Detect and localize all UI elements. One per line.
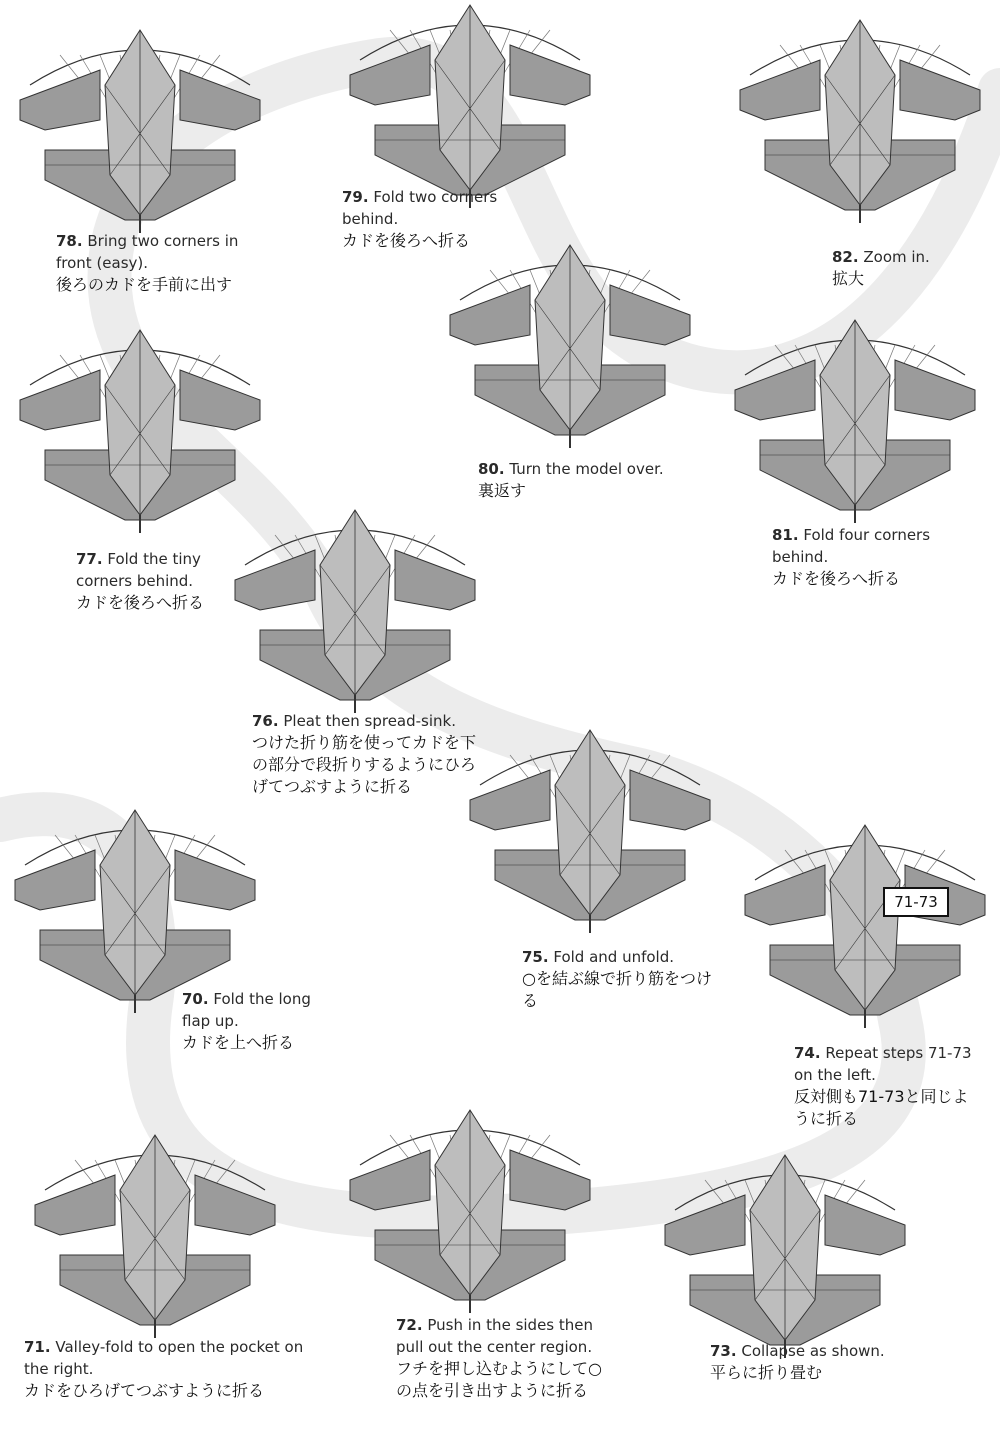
caption-step-81: 81. Fold four corners behind. カドを後ろへ折る [772,526,931,588]
origami-diagram-77 [20,330,260,533]
caption-step-80: 80. Turn the model over. 裏返す [478,460,664,500]
caption-step-73: 73. Collapse as shown. 平らに折り畳む [710,1342,885,1382]
repeat-steps-badge: 71-73 [883,887,949,917]
caption-step-76: 76. Pleat then spread-sink. つけた折り筋を使ってカドを下の部分で段折りするようにひろげてつぶすように折る [252,712,477,796]
caption-step-72: 72. Push in the sides then pull out the center region. フチを押し込むようにして○の点を引き出すように折る [396,1316,602,1400]
origami-diagram-70 [15,810,255,1013]
caption-step-75: 75. Fold and unfold. ○を結ぶ線で折り筋をつける [522,948,712,1010]
caption-step-77: 77. Fold the tiny corners behind. カドを後ろへ折る [76,550,205,612]
origami-diagram-79 [350,5,590,208]
caption-step-79: 79. Fold two corners behind. カドを後ろへ折る [342,188,498,250]
caption-step-71: 71. Valley-fold to open the pocket on the right. カドをひろげてつぶすように折る [24,1338,304,1400]
caption-step-78: 78. Bring two corners in front (easy). 後ろのカドを手前に出す [56,232,239,294]
caption-step-70: 70. Fold the long flap up. カドを上へ折る [182,990,311,1052]
caption-step-74: 74. Repeat steps 71-73 on the left. 反対側も71-73と同じように折る [794,1044,972,1128]
caption-step-82: 82. Zoom in. 拡大 [832,248,930,288]
